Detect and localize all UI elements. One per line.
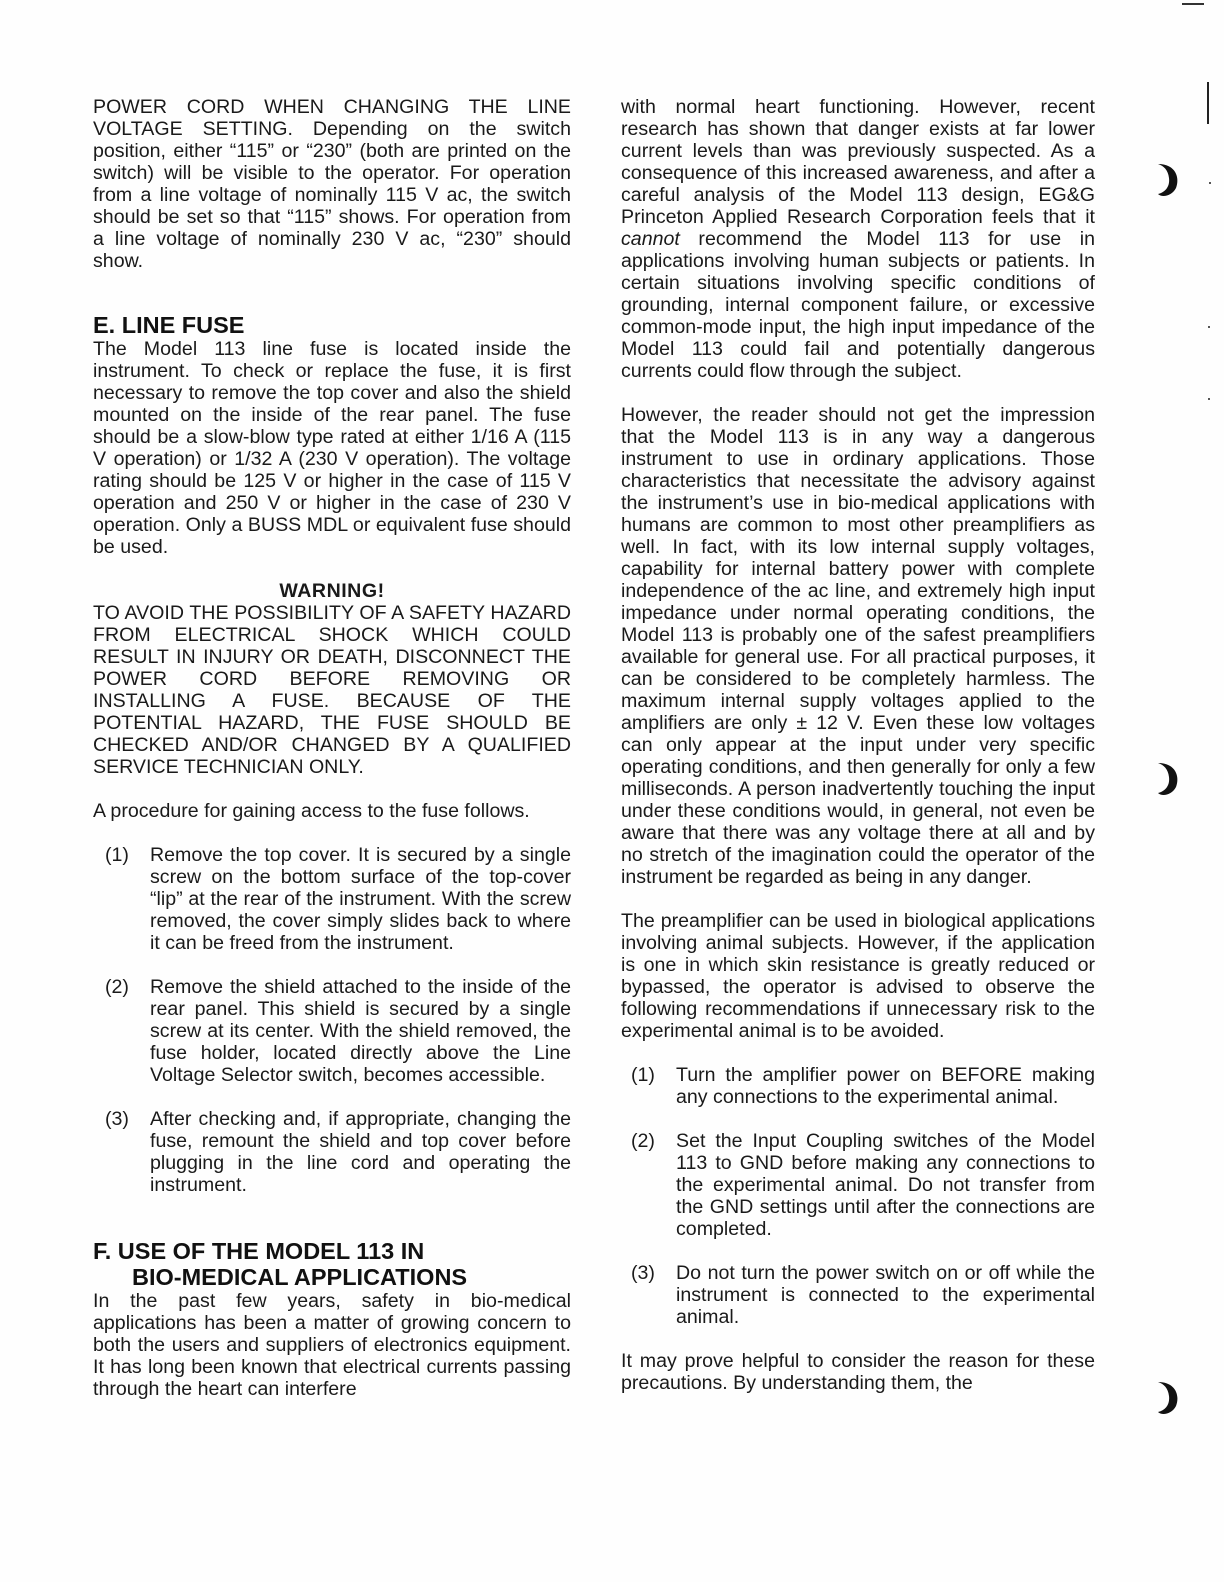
step-number: (1) [105, 844, 129, 866]
recommendations-list [621, 1064, 1095, 1328]
list-item [105, 976, 571, 1086]
recommendation-text: Do not turn the power switch on or off while the instrument is connected to the experimental animal. [676, 1262, 1095, 1328]
recommendation-number: (3) [631, 1262, 655, 1284]
margin-bar [1207, 82, 1209, 124]
safety-text-before: with normal heart functioning. However, recent research has shown that danger exists at far lower current levels than was previously suspected. As a consequence of this increased awareness, and after a careful analysis of the Model 113 design, EG&G Princeton Applied Research Corporation feels that it [621, 96, 1095, 228]
binder-hole-mark-icon [1154, 757, 1182, 797]
recommendation-text: Set the Input Coupling switches of the Model 113 to GND before making any connections to the experimental animal. Do not transfer from the GND settings until after the connections are completed. [676, 1130, 1095, 1240]
harmless-paragraph: However, the reader should not get the impression that the Model 113 is in any way a dangerous instrument to use in ordinary applications. Those characteristics that necessitate the advisory against the instrument’s use in bio-medical applications with humans are common to most other preamplifiers as well. In fact, with its low internal supply voltages, capability for internal battery power with complete independence of the ac line, and extremely high input impedance under normal operating conditions, the Model 113 is probably one of the safest preamplifiers available for general use. For all practical purposes, it can be considered to be completely harmless. The maximum internal supply voltages applied to the amplifiers are only ± 12 V. Even these low voltages can only appear at the input under very specific operating conditions, and then generally for only a few milliseconds. A person inadvertently touching the input under these conditions would, in general, not even be aware that there was any voltage there at all and by no stretch of the imagination could the operator of the instrument be regarded as being in any danger. [621, 404, 1095, 888]
recommendation-number: (1) [631, 1064, 655, 1086]
recommendation-text: Turn the amplifier power on BEFORE making any connections to the experimental animal. [676, 1064, 1095, 1108]
step-number: (2) [105, 976, 129, 998]
precautions-paragraph: It may prove helpful to consider the reason for these precautions. By understanding them, the [621, 1350, 1095, 1394]
speck [1208, 398, 1210, 400]
left-column [93, 96, 571, 1400]
animal-applications-paragraph: The preamplifier can be used in biological applications involving animal subjects. However, if the application is one in which skin resistance is greatly reduced or bypassed, the operator is advised to observe the following recommendations if unnecessary risk to the experimental animal is to be avoided. [621, 910, 1095, 1042]
list-item [631, 1130, 1095, 1240]
procedure-intro: A procedure for gaining access to the fuse follows. [93, 800, 530, 822]
step-number: (3) [105, 1108, 129, 1130]
emphasis-cannot: cannot [621, 228, 680, 250]
intro-paragraph: POWER CORD WHEN CHANGING THE LINE VOLTAGE SETTING. Depending on the switch position, either “115” or “230” (both are printed on the switch) will be visible to the operator. For operation from a line voltage of nominally 115 V ac, the switch should be set so that “115” shows. For operation from a line voltage of nominally 230 V ac, “230” should show. [93, 96, 571, 272]
section-e-heading: E. LINE FUSE [93, 312, 245, 338]
speck [1209, 182, 1211, 184]
warning-text: TO AVOID THE POSSIBILITY OF A SAFETY HAZARD FROM ELECTRICAL SHOCK WHICH COULD RESULT IN INJURY OR DEATH, DISCONNECT THE POWER CORD BEFORE REMOVING OR INSTALLING A FUSE. BECAUSE OF THE POTENTIAL HAZARD, THE FUSE SHOULD BE CHECKED AND/OR CHANGED BY A QUALIFIED SERVICE TECHNICIAN ONLY. [93, 602, 571, 778]
binder-hole-mark-icon [1154, 158, 1182, 198]
binder-hole-mark-icon [1154, 1376, 1182, 1416]
step-text: Remove the top cover. It is secured by a single screw on the bottom surface of the top-cover “lip” at the rear of the instrument. With the screw removed, the cover simply slides back to where it can be freed from the instrument. [150, 844, 571, 954]
safety-paragraph [621, 96, 1095, 382]
step-text: After checking and, if appropriate, changing the fuse, remount the shield and top cover before plugging in the line cord and operating the instrument. [150, 1108, 571, 1196]
speck [1208, 326, 1210, 328]
recommendation-number: (2) [631, 1130, 655, 1152]
list-item [105, 1108, 571, 1196]
warning-title: WARNING! [279, 580, 385, 602]
list-item [631, 1262, 1095, 1328]
right-column [621, 96, 1095, 1394]
line-fuse-paragraph: The Model 113 line fuse is located inside the instrument. To check or replace the fuse, it is first necessary to remove the top cover and also the shield mounted on the inside of the rear panel. The fuse should be a slow-blow type rated at either 1/16 A (115 V operation) or 1/32 A (230 V operation). The voltage rating should be 125 V or higher in the case of 115 V operation and 250 V or higher in the case of 230 V operation. Only a BUSS MDL or equivalent fuse should be used. [93, 338, 571, 558]
section-f-heading [93, 1238, 571, 1290]
list-item [631, 1064, 1095, 1108]
safety-text-after: recommend the Model 113 for use in applications involving human subjects or patients. In certain situations involving specific conditions of grounding, internal component failure, or excessive common-mode input, the high input impedance of the Model 113 could fail and potentially dangerous currents could flow through the subject. [621, 228, 1095, 382]
corner-mark [1182, 3, 1204, 5]
step-text: Remove the shield attached to the inside of the rear panel. This shield is secured by a single screw at its center. With the shield removed, the fuse holder, located directly above the Line Voltage Selector switch, becomes accessible. [150, 976, 571, 1086]
bio-medical-paragraph: In the past few years, safety in bio-medical applications has been a matter of growing concern to both the users and suppliers of electronics equipment. It has long been known that electrical currents passing through the heart can interfere [93, 1290, 571, 1400]
list-item [105, 844, 571, 954]
procedure-steps [93, 844, 571, 1196]
section-f-heading-line1: F. USE OF THE MODEL 113 IN [93, 1238, 425, 1264]
section-f-heading-line2: BIO-MEDICAL APPLICATIONS [132, 1264, 468, 1290]
